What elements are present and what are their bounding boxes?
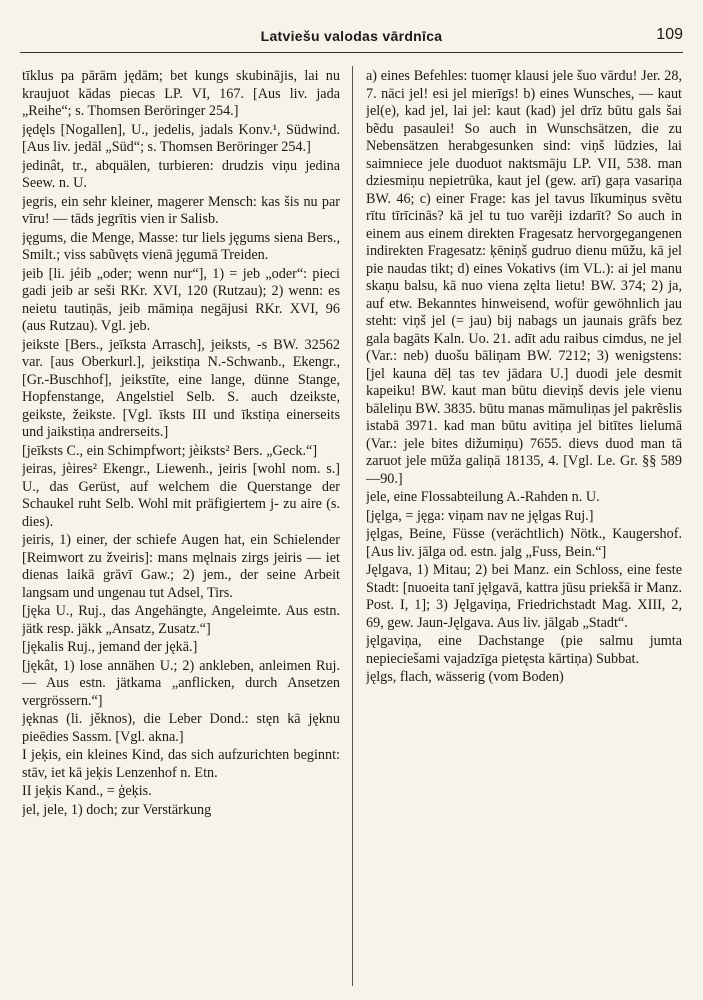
dictionary-entry: [jęka U., Ruj., das Angehängte, Angeleimte. Aus estn. jätk resp. jäkk „Ansatz, Zusatz.“] — [22, 603, 340, 637]
dictionary-entry: jędęls [Nogallen], U., jedelis, jadals Konv.¹, Südwind. [Aus liv. jedāl „Süd“; s. Thomsen Beröringer 254.] — [22, 121, 340, 155]
dictionary-entry: a) eines Befehles: tuomęr klausi jele šuo vārdu! Jer. 28, 7. nāci jel! esi jel mierīgs! b) eines Wunsches, — kaut jel(e), kad jel, lai jel: kaut (kad) jel drīz būtu gals šai bẽdu pasaulei! So auch in Wunschsätzen, die zu Nebensätzen herabgesunken sind: viņš lūdzies, lai saimniece jele duoduot naktsmāju LP. VII, 538. man dziesmiņu nepietrūka, kaut jel (gew. arī) gaŗa vasariņa BW. 46; c) einer Frage: kas jel tavus līkumiņus svẽtu rītu tīrīcinās? kā jel tu tuo varẽji izdarīt? So auch in einem aus einem direkten Fragesatz hervorgegangenen indirekten Fragesatz: ķēniņš gudruo dienu mūžu, kā jel pie naudas tikt; d) eines Vokativs (im VL.): ai jel manu skaņu balsu, kā nuo viena zęlta lietu! BW. 374; 2) ja, auf etw. Bekanntes hinweisend, wofür gewöhnlich jau steht: viņš jel (= jau) bij nabags un jaunais grāfs bez gala bagāts Kaln. Uo. 21. adīt adu raibus cimdus, ne jel (Var.: neb) duošu bāliņam BW. 7212; 3) wenigstens: [jel kauna dēļ tas tev jādara U.] duodi jele desmit kapeiku! BW. kaut man būtu dieviņš devis jele vienu bāleliņu BW. 3835. būtu manas māmuliņas jel pakrẽslis istabā 3971. kad man būtu avitiņa jel bitītes lielumā (Var.: jele bites dižumiņu) 7655. dievs duod man tā zaruot jele mūža galiņā 18135, 4. [Vgl. Le. Gr. §§ 589—90.] — [366, 68, 682, 487]
dictionary-entry: jęlgaviņa, eine Dachstange (pie salmu jumta nepieciešami vajadzīga pietęsta kārtiņa) Subbat. — [366, 633, 682, 667]
dictionary-entry: jeib [li. jéib „oder; wenn nur“], 1) = jeb „oder“: pieci gadi jeib ar seši RKr. XVI, 120 (Rutzau); 2) wenn: es neietu tautiņās, jeib māmiņa negājusi RKr. XVI, 96 (aus Rutzau). Vgl. jeb. — [22, 265, 340, 334]
right-column — [366, 68, 682, 986]
dictionary-entry: jeiris, 1) einer, der schiefe Augen hat, ein Schielender [Reimwort zu žveiris]: mans męlnais zirgs jeiris — iet dienas laikā grāvī Gaw.; 2) jem., der seine Arbeit langsam und ungenau tut Adsel, Tirs. — [22, 532, 340, 601]
page-header — [20, 22, 683, 53]
dictionary-entry: I jeķis, ein kleines Kind, das sich aufzurichten beginnt: stāv, iet kā jeķis Lenzenhof n. Etn. — [22, 747, 340, 781]
dictionary-entry: Jęlgava, 1) Mitau; 2) bei Manz. ein Schloss, eine feste Stadt: [nuoeita tanī jęlgavā, kattra jūsu priekšā ir Manz. Post. I, 1]; 3) Jęlgaviņa, Friedrichstadt Mag. XIII, 2, 69, gew. Jaun-Jęlgava. Aus liv. jālgab „Stadt“. — [366, 562, 682, 631]
page-number: 109 — [656, 26, 683, 43]
left-column — [22, 68, 340, 986]
dictionary-entry: tīklus pa pārām jędām; bet kungs skubinājis, lai nu kraujuot kādas piecas LP. VI, 167. [Aus liv. jada „Reihe“; s. Thomsen Beröringer 254.] — [22, 68, 340, 119]
running-title: Latviešu valodas vārdnīca — [260, 28, 443, 44]
dictionary-entry: jeikste [Bers., jeīksta Arrasch], jeiksts, -s BW. 32562 var. [aus Oberkurl.], jeikstiņa N.-Schwanb., Ekengr., [Gr.-Buschhof], jeikstīte, eine lange, dünne Stange, Hopfenstange, Angelstiel Selb. S. auch dzeikste, geikste, žeikste. [Vgl. īksts III und īkstiņa einerseits und jaikstiņa andrerseits.] — [22, 336, 340, 440]
dictionary-entry: jeiras, jèires² Ekengr., Liewenh., jeiris [wohl nom. s.] U., das Gerüst, auf welchem die Querstange der Schaukel ruht Selb. Wohl mit präfigiertem j- zu aire (s. dies). — [22, 461, 340, 530]
dictionary-entry: jele, eine Flossabteilung A.-Rahden n. U. — [366, 489, 600, 505]
dictionary-entry: [jeīksts C., ein Schimpfwort; jèiksts² Bers. „Geck.“] — [22, 442, 318, 459]
dictionary-entry: jel, jele, 1) doch; zur Verstärkung — [22, 801, 212, 818]
dictionary-entry: jęgums, die Menge, Masse: tur liels jęgums siena Bers., Smilt.; viss sabũvęts vienā jęgumā Treiden. — [22, 229, 340, 263]
dictionary-entry: [jęlga, = jęga: viņam nav ne jęlgas Ruj.] — [366, 507, 594, 524]
dictionary-entry: jęlgs, flach, wässerig (vom Boden) — [366, 669, 564, 685]
dictionary-entry: [jękalis Ruj., jemand der jękā.] — [22, 639, 198, 655]
dictionary-entry: [jękât, 1) lose annähen U.; 2) ankleben, anleimen Ruj. — Aus estn. jätkama „anflicken, durch Ansetzen vergrössern.“] — [22, 657, 340, 709]
dictionary-entry: jegris, ein sehr kleiner, magerer Mensch: kas šis nu par vīru! — tāds jegrītis vien ir Salisb. — [22, 193, 340, 227]
dictionary-entry: jęknas (li. jěknos), die Leber Dond.: stęn kā jęknu pieēdies Sassm. [Vgl. akna.] — [22, 711, 340, 745]
dictionary-entry: jęlgas, Beine, Füsse (verächtlich) Nötk., Kaugershof. [Aus liv. jālga od. estn. jalg „Fuss, Bein.“] — [366, 526, 682, 560]
column-divider — [352, 66, 353, 986]
dictionary-entry: jedinât, tr., abquälen, turbieren: drudzis viņu jedina Seew. n. U. — [22, 157, 340, 191]
dictionary-entry: II jeķis Kand., = ģeķis. — [22, 783, 152, 799]
